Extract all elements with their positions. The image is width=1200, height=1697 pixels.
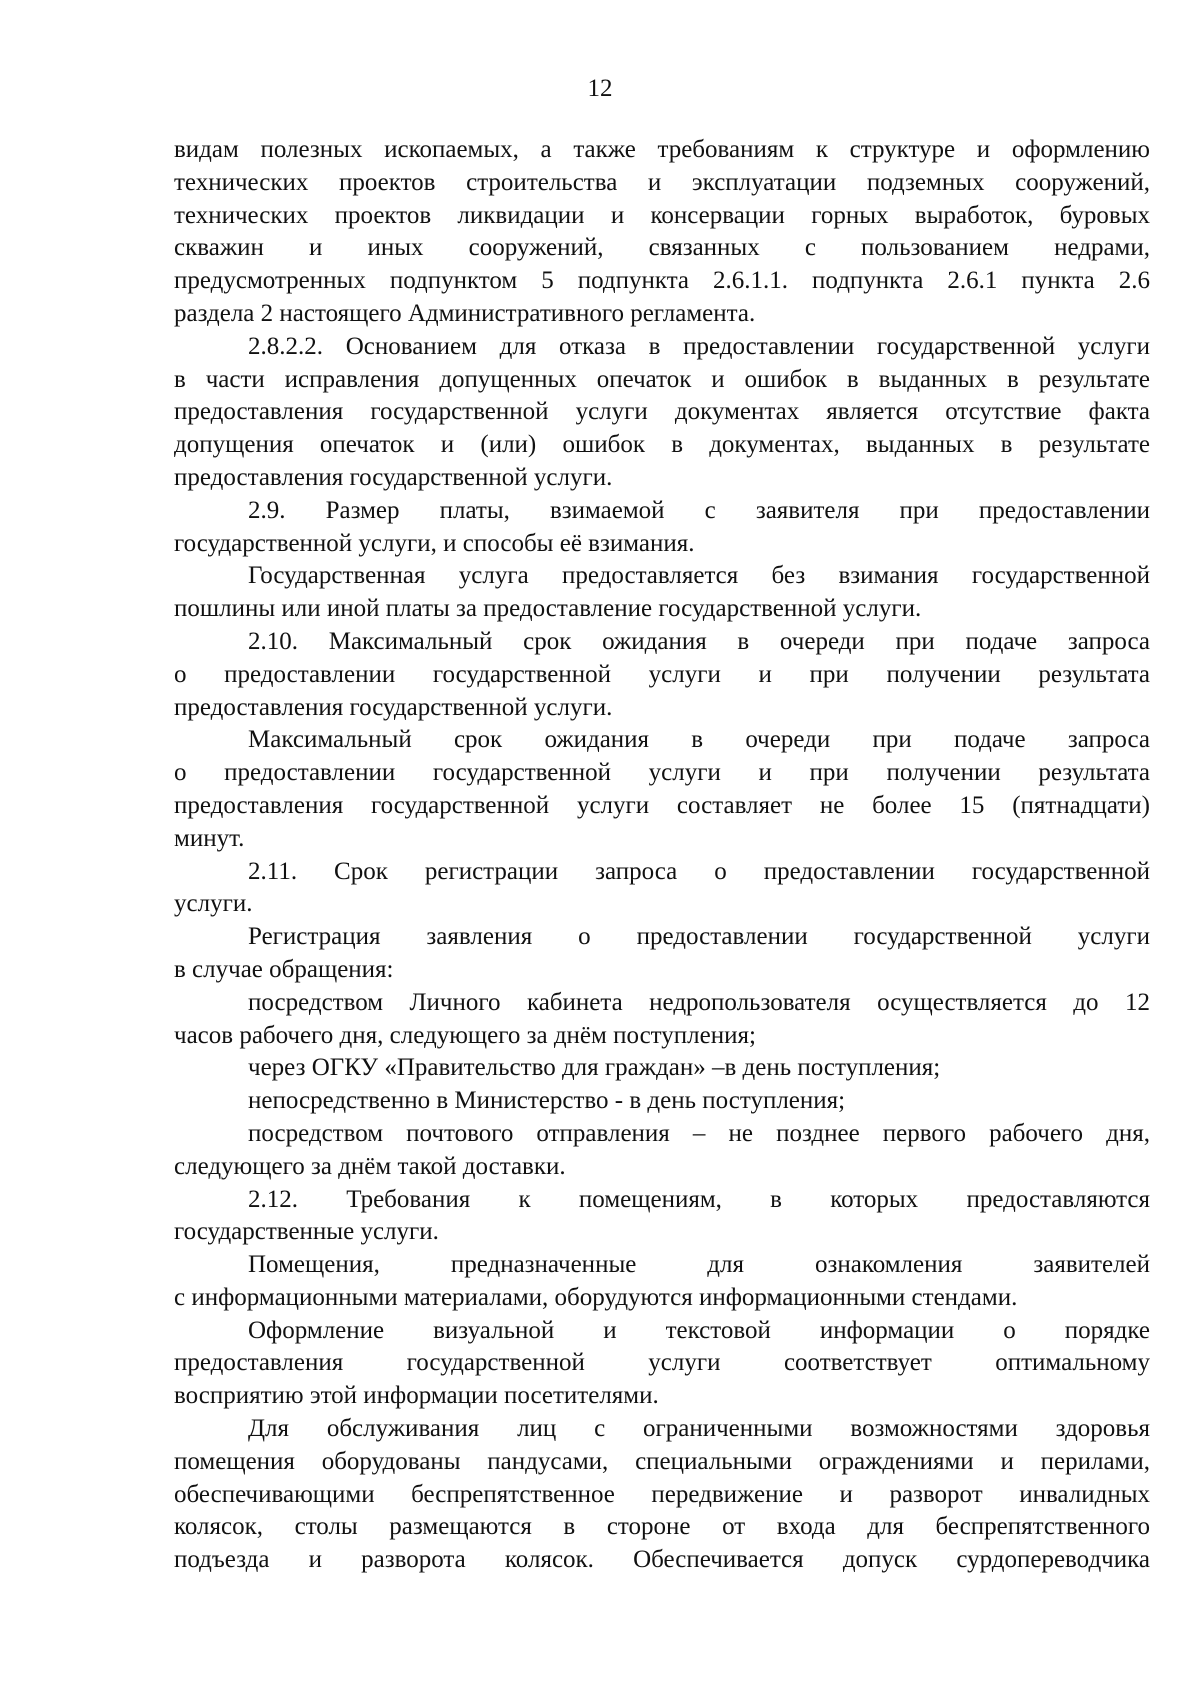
text-line: 2.8.2.2. Основанием для отказа в предоставлении государственной услуги: [248, 332, 1150, 360]
text-line: государственной услуги, и способы её взимания.: [174, 529, 695, 557]
text-line: 2.12. Требования к помещениям, в которых предоставляются: [248, 1185, 1150, 1213]
text-line: помещения оборудованы пандусами, специальными ограждениями и перилами,: [174, 1447, 1150, 1475]
text-line: Регистрация заявления о предоставлении государственной услуги: [248, 923, 1150, 951]
document-body: [174, 134, 1150, 1577]
text-line: посредством Личного кабинета недропользователя осуществляется до 12: [248, 988, 1150, 1016]
text-line: Оформление визуальной и текстовой информации о порядке: [248, 1316, 1150, 1344]
text-line: предусмотренных подпунктом 5 подпункта 2.6.1.1. подпункта 2.6.1 пункта 2.6: [174, 267, 1150, 295]
text-line: подъезда и разворота колясок. Обеспечивается допуск сурдопереводчика: [174, 1546, 1150, 1574]
text-line: видам полезных ископаемых, а также требованиям к структуре и оформлению: [174, 136, 1150, 163]
text-line: о предоставлении государственной услуги и при получении результата: [174, 660, 1150, 688]
text-line: предоставления государственной услуги.: [174, 463, 613, 491]
text-line: часов рабочего дня, следующего за днём поступления;: [174, 1021, 756, 1049]
text-line: посредством почтового отправления – не позднее первого рабочего дня,: [248, 1119, 1150, 1147]
text-line: технических проектов строительства и эксплуатации подземных сооружений,: [174, 168, 1150, 196]
text-line: о предоставлении государственной услуги и при получении результата: [174, 759, 1150, 787]
text-line: 2.11. Срок регистрации запроса о предоставлении государственной: [248, 857, 1150, 885]
text-line: предоставления государственной услуги составляет не более 15 (пятнадцати): [174, 791, 1150, 819]
text-line: Максимальный срок ожидания в очереди при подаче запроса: [248, 726, 1150, 754]
text-line: в части исправления допущенных опечаток и ошибок в выданных в результате: [174, 365, 1150, 393]
text-line: услуги.: [174, 890, 253, 918]
text-line: в случае обращения:: [174, 955, 394, 983]
text-line: Для обслуживания лиц с ограниченными возможностями здоровья: [248, 1415, 1150, 1443]
text-line: восприятию этой информации посетителями.: [174, 1382, 659, 1410]
text-line: с информационными материалами, оборудуются информационными стендами.: [174, 1283, 1018, 1311]
text-line: 2.9. Размер платы, взимаемой с заявителя при предоставлении: [248, 496, 1150, 524]
text-line: колясок, столы размещаются в стороне от входа для беспрепятственного: [174, 1513, 1150, 1541]
text-line: предоставления государственной услуги документах является отсутствие факта: [174, 398, 1150, 426]
text-line: пошлины или иной платы за предоставление государственной услуги.: [174, 595, 922, 623]
text-line: следующего за днём такой доставки.: [174, 1152, 566, 1180]
text-line: минут.: [174, 824, 245, 852]
text-line: предоставления государственной услуги соответствует оптимальному: [174, 1349, 1150, 1377]
text-line: предоставления государственной услуги.: [174, 693, 613, 721]
page-number: 12: [587, 75, 613, 102]
text-line: технических проектов ликвидации и консервации горных выработок, буровых: [174, 201, 1150, 229]
text-line: Государственная услуга предоставляется без взимания государственной: [248, 562, 1150, 590]
text-line: раздела 2 настоящего Административного регламента.: [174, 299, 756, 327]
text-line: через ОГКУ «Правительство для граждан» –в день поступления;: [248, 1054, 941, 1082]
text-line: государственные услуги.: [174, 1218, 439, 1246]
text-line: непосредственно в Министерство - в день поступления;: [248, 1087, 846, 1115]
text-line: 2.10. Максимальный срок ожидания в очереди при подаче запроса: [248, 627, 1150, 655]
text-line: допущения опечаток и (или) ошибок в документах, выданных в результате: [174, 431, 1150, 459]
text-line: обеспечивающими беспрепятственное передвижение и разворот инвалидных: [174, 1480, 1150, 1508]
text-line: Помещения, предназначенные для ознакомления заявителей: [248, 1251, 1150, 1279]
text-line: скважин и иных сооружений, связанных с пользованием недрами,: [174, 234, 1150, 262]
